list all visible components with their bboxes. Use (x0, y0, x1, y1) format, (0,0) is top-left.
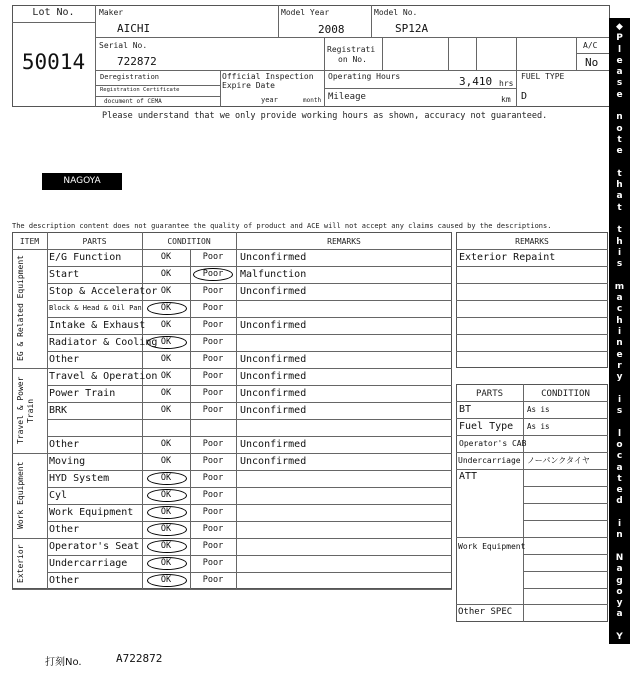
part-name: Cyl (49, 490, 68, 501)
sidebar-char: h (616, 315, 623, 326)
condition-poor: Poor (202, 541, 224, 551)
sidebar-char (609, 542, 630, 553)
remarks-panel-header: REMARKS (515, 237, 549, 246)
sidebar-char: o (616, 586, 623, 597)
dereg-label: Deregistration (100, 73, 160, 81)
other-spec-label: Other SPEC (458, 607, 513, 617)
sidebar-char: o (616, 439, 623, 450)
parts-line (523, 486, 608, 487)
parts-line (456, 469, 608, 470)
km-unit: km (501, 95, 511, 104)
condition-ok: OK (160, 558, 172, 568)
lot-label: Lot No. (32, 7, 75, 18)
remark-text: Malfunction (240, 269, 307, 280)
sidebar-char: o (616, 123, 623, 134)
sidebar-char: r (617, 654, 622, 665)
condition-poor: Poor (202, 405, 224, 415)
condition-ok: OK (160, 252, 172, 262)
sidebar-char: r (617, 360, 622, 371)
sidebar-char: i (617, 519, 622, 530)
remark-text: Unconfirmed (240, 286, 307, 297)
work-equipment-label: Work Equipment (458, 542, 526, 551)
ok-circle-mark (147, 302, 187, 315)
part-name: Travel & Operation (49, 371, 158, 382)
sidebar-char: s (616, 259, 623, 270)
sidebar-char: t (617, 473, 622, 484)
part-name: Power Train (49, 388, 116, 399)
fuel-type-value: D (521, 91, 528, 102)
ac-value: No (585, 56, 599, 69)
sidebar-char: g (616, 575, 623, 586)
condition-poor: Poor (202, 490, 224, 500)
parts-panel-col-parts: PARTS (475, 389, 504, 399)
sidebar-char: N (615, 552, 624, 563)
remark-text: Unconfirmed (240, 320, 307, 331)
model-no-label: Model No. (374, 8, 418, 17)
condition-poor: Poor (202, 286, 224, 296)
hours-notice: Please understand that we only provide working hours as shown, accuracy not guaranteed. (102, 111, 548, 121)
remarks-line (456, 266, 608, 267)
remark-text: Unconfirmed (240, 388, 307, 399)
remark-text: Unconfirmed (240, 439, 307, 450)
parts-line (523, 520, 608, 521)
undercarriage-label: Undercarriage (458, 456, 521, 465)
ac-label: A/C (583, 41, 598, 50)
row-divider (47, 521, 452, 522)
remark-text: Unconfirmed (240, 456, 307, 467)
sidebar-char: e (616, 89, 623, 100)
model-year-value: 2008 (318, 23, 345, 36)
row-divider (47, 572, 452, 573)
condition-poor: Poor (202, 337, 224, 347)
remarks-line (456, 317, 608, 318)
parts-line (523, 571, 608, 572)
condition-ok: OK (160, 269, 172, 279)
sidebar-char: l (617, 428, 622, 439)
sidebar-char: l (617, 44, 622, 55)
stamp-label: 打刻No. (45, 657, 82, 668)
sidebar-char: e (616, 146, 623, 157)
parts-line (523, 503, 608, 504)
condition-poor: Poor (202, 456, 224, 466)
year-label: year (261, 96, 278, 104)
ok-circle-mark (147, 489, 187, 502)
group-label: Exterior (16, 544, 25, 583)
group-label: Travel & Power Train (16, 376, 35, 445)
sidebar-char: m (614, 281, 625, 292)
sidebar-char: a (616, 67, 623, 78)
sidebar-char: t (617, 202, 622, 213)
remark-text: Unconfirmed (240, 371, 307, 382)
registration-label-1: Registrati (327, 45, 376, 54)
month-label: month (303, 97, 322, 104)
op-hours-label: Operating Hours (328, 72, 401, 81)
parts-line (523, 588, 608, 589)
inspection-label-2: Expire Date (222, 81, 275, 90)
remark-text: Unconfirmed (240, 252, 307, 263)
sidebar-char: t (617, 134, 622, 145)
sidebar-char: a (616, 564, 623, 575)
fuel-type-label: FUEL TYPE (521, 72, 565, 81)
mileage-label: Mileage (328, 92, 366, 102)
sidebar-char: t (617, 168, 622, 179)
condition-poor: Poor (202, 252, 224, 262)
condition-ok: OK (160, 371, 172, 381)
parts-panel-col-condition: CONDITION (541, 389, 590, 399)
parts-line (523, 554, 608, 555)
condition-ok: OK (160, 303, 172, 313)
sidebar-char: t (617, 225, 622, 236)
condition-ok: OK (160, 541, 172, 551)
sidebar-char: i (617, 247, 622, 258)
row-divider (47, 487, 452, 488)
stamp-value: A722872 (116, 652, 163, 665)
condition-ok: OK (160, 405, 172, 415)
fuel-label: Fuel Type (459, 421, 514, 432)
cab-label: Operator's CAB (459, 439, 527, 448)
sidebar-char: P (616, 33, 623, 44)
maker-label: Maker (99, 8, 124, 17)
model-year-label: Model Year (281, 8, 330, 17)
sidebar-char: c (616, 304, 623, 315)
condition-poor: Poor (202, 371, 224, 381)
row-divider (47, 419, 452, 420)
bt-value: As is (527, 405, 550, 414)
part-name: Other (49, 439, 80, 450)
ok-circle-mark (147, 574, 187, 587)
sidebar-note (609, 22, 630, 689)
condition-ok: OK (160, 388, 172, 398)
condition-ok: OK (160, 320, 172, 330)
sidebar-char: e (616, 55, 623, 66)
sidebar-char (609, 508, 630, 519)
part-name: Operator's Seat (49, 541, 140, 552)
lot-number: 50014 (21, 50, 86, 74)
condition-ok: OK (160, 507, 172, 517)
condition-ok: OK (160, 575, 172, 585)
part-name: Stop & Accelerator (49, 286, 158, 297)
sidebar-char: ◆ (616, 677, 623, 688)
condition-poor: Poor (202, 303, 224, 313)
sidebar-char (609, 621, 630, 632)
condition-ok: OK (160, 456, 172, 466)
part-name: Start (49, 269, 80, 280)
condition-poor: Poor (202, 558, 224, 568)
sidebar-char: s (616, 406, 623, 417)
condition-ok: OK (160, 286, 172, 296)
remarks-first-line: Exterior Repaint (459, 252, 556, 263)
condition-poor: Poor (202, 473, 224, 483)
part-name: Other (49, 524, 80, 535)
part-name: Work Equipment (49, 507, 134, 518)
ok-circle-mark (147, 523, 187, 536)
sidebar-char (609, 384, 630, 395)
col-item-header: ITEM (19, 237, 40, 246)
registration-label-2: on No. (338, 55, 367, 64)
col-parts-header: PARTS (82, 237, 107, 246)
undercarriage-value: ノーパンクタイヤ (527, 456, 590, 465)
sidebar-char: a (616, 191, 623, 202)
condition-ok: OK (160, 337, 172, 347)
sidebar-char: n (616, 338, 623, 349)
part-name: Moving (49, 456, 86, 467)
ok-circle-mark (147, 336, 187, 349)
remarks-line (456, 351, 608, 352)
sidebar-char: e (616, 349, 623, 360)
remark-text: Unconfirmed (240, 354, 307, 365)
part-name: Radiator & Cooling (49, 337, 158, 348)
sidebar-char: y (616, 372, 623, 383)
remarks-line (456, 334, 608, 335)
cema-label: document of CEMA (104, 98, 162, 105)
sidebar-char (609, 214, 630, 225)
reg-cert-label: Registration Certificate (100, 87, 180, 93)
hrs-unit: hrs (499, 79, 514, 88)
sidebar-char: e (616, 485, 623, 496)
condition-poor: Poor (202, 575, 224, 585)
sidebar-char: n (616, 530, 623, 541)
condition-ok: OK (160, 473, 172, 483)
remark-text: Unconfirmed (240, 405, 307, 416)
bt-label: BT (459, 404, 472, 415)
sidebar-char: i (617, 394, 622, 405)
att-label: ATT (459, 471, 478, 482)
condition-poor: Poor (202, 354, 224, 364)
location-note-sidebar (609, 18, 630, 688)
serial-value: 722872 (117, 55, 157, 68)
model-no-value: SP12A (395, 22, 429, 35)
condition-poor: Poor (202, 320, 224, 330)
sidebar-char: a (616, 293, 623, 304)
sidebar-char: a (616, 462, 623, 473)
disclaimer: The description content does not guarantee the quality of product and ACE will not accept any claims caused by the descriptions. (12, 222, 552, 230)
condition-ok: OK (160, 524, 172, 534)
ok-circle-mark (147, 506, 187, 519)
sidebar-char: c (616, 451, 623, 462)
sidebar-char (609, 271, 630, 282)
part-name: HYD System (49, 473, 110, 484)
maker-value: AICHI (117, 22, 151, 35)
condition-poor: Poor (202, 388, 224, 398)
col-condition-header: CONDITION (167, 237, 211, 246)
sidebar-char: n (616, 112, 623, 123)
sidebar-char: s (616, 78, 623, 89)
op-hours-value: 3,410 (459, 75, 493, 88)
part-name: Intake & Exhaust (49, 320, 146, 331)
row-divider (12, 589, 452, 590)
serial-label: Serial No. (99, 41, 148, 50)
remarks-line (456, 283, 608, 284)
sidebar-char (609, 158, 630, 169)
fuel-value: As is (527, 422, 550, 431)
sidebar-char (609, 417, 630, 428)
part-name: Other (49, 575, 80, 586)
condition-poor: Poor (202, 524, 224, 534)
ok-circle-mark (147, 557, 187, 570)
condition-poor: Poor (202, 507, 224, 517)
sidebar-char: Y (616, 632, 623, 643)
group-label: Work Equipment (16, 461, 25, 530)
sidebar-char: a (616, 609, 623, 620)
sidebar-char: d (616, 665, 623, 676)
condition-ok: OK (160, 490, 172, 500)
condition-poor: Poor (202, 269, 224, 279)
part-name: Block & Head & Oil Pan (49, 304, 142, 312)
group-label: EG & Related Equipment (16, 255, 25, 362)
inspection-label-1: Official Inspection (222, 72, 314, 81)
poor-circle-mark (193, 268, 233, 281)
condition-ok: OK (160, 354, 172, 364)
ok-circle-mark (147, 472, 187, 485)
condition-poor: Poor (202, 439, 224, 449)
sidebar-char: d (616, 496, 623, 507)
sidebar-char: y (616, 598, 623, 609)
sidebar-char: ◆ (616, 22, 623, 32)
remarks-line (456, 300, 608, 301)
location-badge: NAGOYA (42, 173, 122, 190)
sidebar-char (609, 101, 630, 112)
col-remarks-header: REMARKS (327, 237, 361, 246)
ok-circle-mark (147, 540, 187, 553)
part-name: BRK (49, 405, 68, 416)
part-name: Other (49, 354, 80, 365)
sidebar-char: h (616, 236, 623, 247)
sidebar-char: h (616, 180, 623, 191)
part-name: Undercarriage (49, 558, 128, 569)
condition-ok: OK (160, 439, 172, 449)
sidebar-char: a (616, 643, 623, 654)
part-name: E/G Function (49, 252, 122, 263)
sidebar-char: i (617, 327, 622, 338)
